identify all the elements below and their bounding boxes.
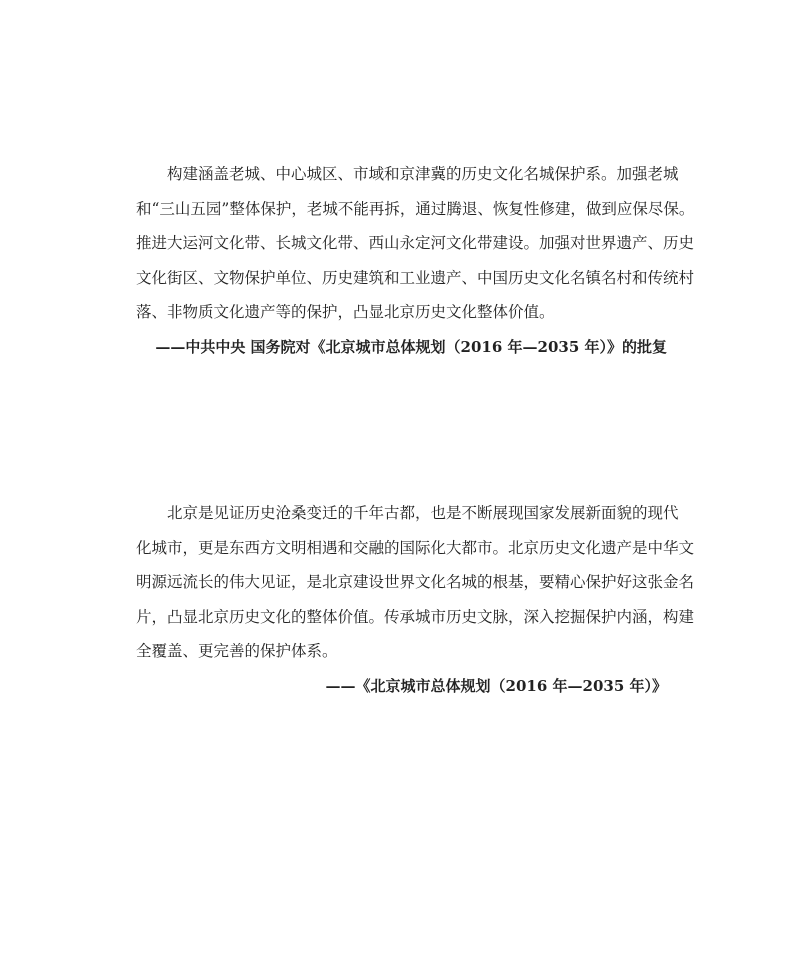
quote-line: 片，凸显北京历史文化的整体价值。传承城市历史文脉，深入挖掘保护内涵，构建 (136, 607, 695, 626)
quote-block-1 (136, 157, 695, 362)
quote-line: 全覆盖、更完善的保护体系。 (136, 642, 338, 661)
quote-line: 北京是见证历史沧桑变迁的千年古都，也是不断展现国家发展新面貌的现代 (136, 504, 679, 522)
quote-block-2 (136, 496, 695, 701)
quote-line: 构建涵盖老城、中心城区、市域和京津冀的历史文化名城保护系。加强老城 (136, 165, 679, 183)
quote-line: 落、非物质文化遗产等的保护，凸显北京历史文化整体价值。 (136, 303, 555, 322)
quote-line: 文化街区、文物保护单位、历史建筑和工业遗产、中国历史文化名镇名村和传统村 (136, 268, 695, 287)
quote-line: 和“三山五园”整体保护，老城不能再拆，通过腾退、恢复性修建，做到应保尽保。 (136, 199, 695, 218)
quote-line: 明源远流长的伟大见证，是北京建设世界文化名城的根基，要精心保护好这张金名 (136, 573, 695, 592)
quote-line: 推进大运河文化带、长城文化带、西山永定河文化带建设。加强对世界遗产、历史 (136, 234, 695, 253)
quote-attribution: ——中共中央 国务院对《北京城市总体规划（2016 年—2035 年）》的批复 (155, 337, 667, 356)
quote-line: 化城市，更是东西方文明相遇和交融的国际化大都市。北京历史文化遗产是中华文 (136, 538, 695, 557)
quote-attribution: ——《北京城市总体规划（2016 年—2035 年）》 (325, 676, 667, 695)
